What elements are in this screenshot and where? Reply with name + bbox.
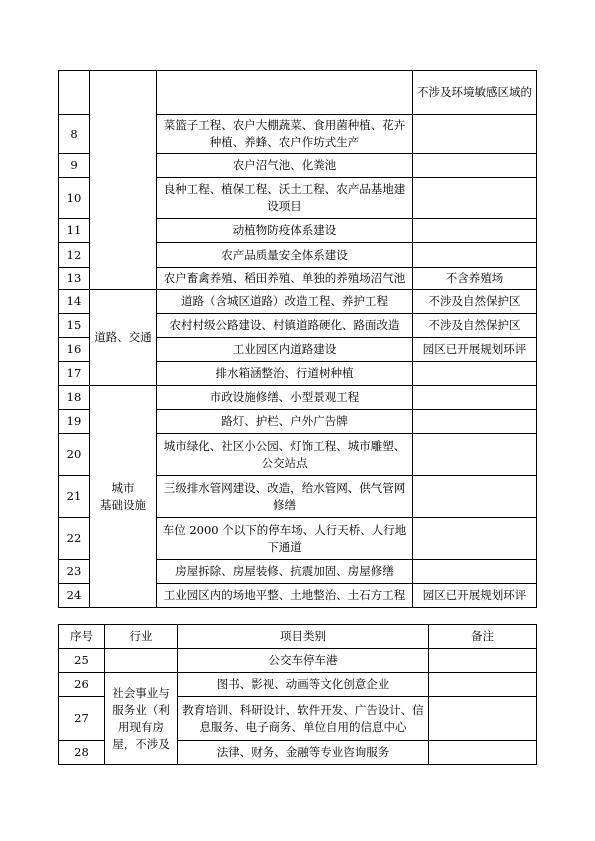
project-category: 车位 2000 个以下的停车场、人行天桥、人行地下通道 <box>157 518 413 560</box>
project-category: 城市绿化、社区小公园、灯饰工程、城市雕塑、公交站点 <box>157 434 413 476</box>
project-category: 菜篮子工程、农户大棚蔬菜、食用菌种植、花卉种植、养蜂、农户作坊式生产 <box>157 115 413 154</box>
note-cell <box>413 115 537 154</box>
note-cell <box>413 434 537 476</box>
header-num: 序号 <box>59 625 105 649</box>
table-header-row <box>59 625 537 649</box>
row-number: 18 <box>59 386 90 410</box>
project-table-part2 <box>58 624 537 765</box>
row-number: 24 <box>59 584 90 608</box>
note-cell <box>413 518 537 560</box>
project-table-part1 <box>58 70 537 608</box>
row-number: 13 <box>59 268 90 290</box>
project-category: 路灯、护栏、户外广告牌 <box>157 410 413 434</box>
row-number: 12 <box>59 243 90 268</box>
header-industry: 行业 <box>105 625 178 649</box>
row-number: 8 <box>59 115 90 154</box>
note-cell: 不涉及环境敏感区域的 <box>413 71 537 115</box>
note-cell <box>413 410 537 434</box>
industry-cell <box>105 649 178 673</box>
header-note: 备注 <box>429 625 537 649</box>
project-category: 道路（含城区道路）改造工程、养护工程 <box>157 290 413 314</box>
note-cell <box>429 741 537 765</box>
note-cell: 园区已开展规划环评 <box>413 338 537 362</box>
project-category: 农产品质量安全体系建设 <box>157 243 413 268</box>
note-cell <box>429 697 537 741</box>
header-category: 项目类别 <box>178 625 429 649</box>
project-category: 房屋拆除、房屋装修、抗震加固、房屋修缮 <box>157 560 413 584</box>
project-category: 市政设施修缮、小型景观工程 <box>157 386 413 410</box>
row-number: 9 <box>59 154 90 178</box>
row-number: 17 <box>59 362 90 386</box>
row-number: 14 <box>59 290 90 314</box>
note-cell <box>413 243 537 268</box>
row-number: 15 <box>59 314 90 338</box>
row-number: 23 <box>59 560 90 584</box>
note-cell <box>413 219 537 243</box>
note-cell: 不涉及自然保护区 <box>413 314 537 338</box>
row-number: 19 <box>59 410 90 434</box>
row-number: 16 <box>59 338 90 362</box>
table-row <box>59 649 537 673</box>
project-category: 农户沼气池、化粪池 <box>157 154 413 178</box>
project-category: 农户畜禽养殖、稻田养殖、单独的养殖场沼气池 <box>157 268 413 290</box>
project-category: 良种工程、植保工程、沃土工程、农产品基地建设项目 <box>157 178 413 219</box>
row-number: 28 <box>59 741 105 765</box>
project-category: 三级排水管网建设、改造，给水管网、供气管网修缮 <box>157 476 413 518</box>
note-cell <box>413 386 537 410</box>
row-number: 21 <box>59 476 90 518</box>
project-category <box>157 71 413 115</box>
project-category: 工业园区内的场地平整、土地整治、土石方工程 <box>157 584 413 608</box>
industry-cell <box>90 71 157 290</box>
note-cell <box>413 178 537 219</box>
row-number: 11 <box>59 219 90 243</box>
note-cell <box>429 673 537 697</box>
note-cell <box>429 649 537 673</box>
row-number: 22 <box>59 518 90 560</box>
note-cell: 不涉及自然保护区 <box>413 290 537 314</box>
row-number: 25 <box>59 649 105 673</box>
row-number <box>59 71 90 115</box>
row-number: 20 <box>59 434 90 476</box>
note-cell <box>413 154 537 178</box>
project-category: 动植物防疫体系建设 <box>157 219 413 243</box>
project-category: 农村村级公路建设、村镇道路硬化、路面改造 <box>157 314 413 338</box>
industry-cell <box>90 386 157 608</box>
table-row <box>59 290 537 314</box>
industry-label-line1: 城市 <box>111 480 135 495</box>
project-category: 排水箱涵整治、行道树种植 <box>157 362 413 386</box>
project-category: 图书、影视、动画等文化创意企业 <box>178 673 429 697</box>
note-cell <box>413 362 537 386</box>
row-number: 10 <box>59 178 90 219</box>
table-row <box>59 386 537 410</box>
industry-cell: 道路、交通 <box>90 290 157 386</box>
project-category: 工业园区内道路建设 <box>157 338 413 362</box>
project-category: 教育培训、科研设计、软件开发、广告设计、信息服务、电子商务、单位自用的信息中心 <box>178 697 429 741</box>
project-category: 法律、财务、金融等专业咨询服务 <box>178 741 429 765</box>
table-row <box>59 71 537 115</box>
note-cell <box>413 560 537 584</box>
row-number: 27 <box>59 697 105 741</box>
industry-label-line2: 基础设施 <box>100 497 146 512</box>
row-number: 26 <box>59 673 105 697</box>
note-cell <box>413 476 537 518</box>
note-cell: 不含养殖场 <box>413 268 537 290</box>
note-cell: 园区已开展规划环评 <box>413 584 537 608</box>
table-row <box>59 673 537 697</box>
industry-cell: 社会事业与服务业（利用现有房屋，不涉及 <box>105 673 178 765</box>
project-category: 公交车停车港 <box>178 649 429 673</box>
